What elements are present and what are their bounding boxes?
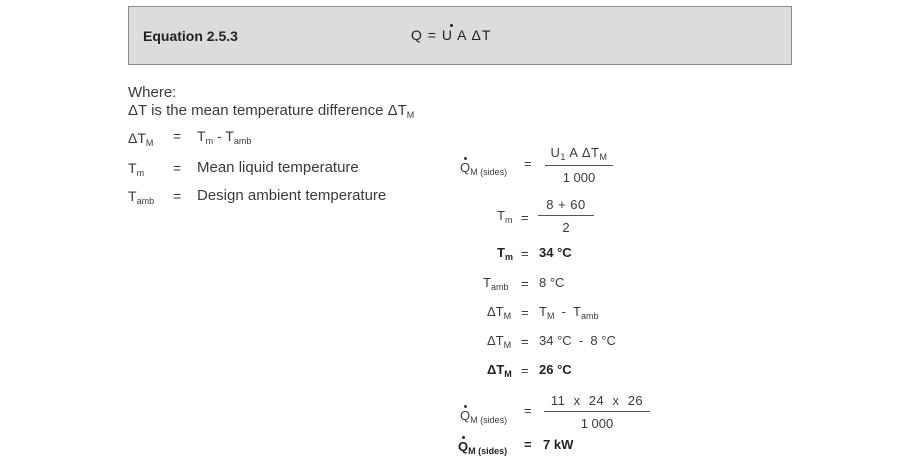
calc-q-sides-label <box>460 160 507 177</box>
calc-symbol: T <box>483 275 491 290</box>
calc-dtm-def-value <box>539 304 598 321</box>
calc-q-sides-fraction <box>545 145 613 185</box>
calc-eq-sign: = <box>524 437 532 452</box>
def-symbol: T <box>128 160 137 176</box>
where-heading: Where: <box>128 84 177 101</box>
definition-text: Mean liquid temperature <box>197 159 359 176</box>
def-symbol-sub: amb <box>136 196 155 206</box>
calc-tm-fraction <box>538 197 594 235</box>
q-dot-symbol <box>458 439 468 454</box>
definition-value <box>197 128 251 146</box>
calc-eq-sign: = <box>521 334 529 349</box>
calc-dtm-result-value: 26 °C <box>539 362 572 377</box>
calc-term-sub: M <box>546 311 555 321</box>
equation-formula-text: Q = U A ΔT <box>411 27 492 43</box>
calc-symbol: T <box>497 208 505 223</box>
calc-eq-sign: = <box>521 210 529 225</box>
num-term-sub: M <box>599 152 608 162</box>
fraction-denominator: 1 000 <box>580 416 614 431</box>
def-term: T <box>197 128 206 144</box>
q-dot-symbol <box>411 27 491 43</box>
calc-symbol-sub: M (sides) <box>470 167 508 177</box>
calc-symbol: ΔT <box>487 304 504 319</box>
definition-row-tamb <box>128 188 154 206</box>
def-symbol: ΔT <box>128 130 146 146</box>
calc-tamb-label <box>483 275 508 292</box>
def-symbol: T <box>128 188 137 204</box>
calc-symbol: T <box>497 245 505 260</box>
calc-symbol-sub: M <box>503 340 512 350</box>
calc-symbol-sub: amb <box>490 282 509 292</box>
calc-operator: - <box>554 304 573 319</box>
equation-formula <box>411 27 491 43</box>
fraction-denominator: 2 <box>562 220 570 235</box>
equation-box <box>128 6 792 65</box>
q-dot-symbol <box>460 160 470 175</box>
num-term: U <box>550 145 561 160</box>
calc-symbol: Q <box>460 408 471 423</box>
where-line-text: ΔT is the mean temperature difference ΔT <box>128 102 407 119</box>
definition-eq-sign: = <box>173 160 182 176</box>
calc-symbol: Q <box>458 439 469 454</box>
def-term-sub: m <box>205 136 214 146</box>
def-symbol-sub: m <box>136 168 145 178</box>
definition-row-dtm <box>128 130 153 148</box>
calc-symbol-sub: M (sides) <box>470 415 508 425</box>
def-term: T <box>225 128 234 144</box>
calc-term-sub: amb <box>580 311 599 321</box>
calc-q-fraction <box>544 393 650 431</box>
calc-tamb-value: 8 °C <box>539 275 565 290</box>
def-operator: - <box>213 128 226 144</box>
calc-symbol-sub: M <box>503 311 512 321</box>
calc-symbol-sub: m <box>504 215 513 225</box>
def-term-sub: amb <box>233 136 252 146</box>
calc-dtm-sub-value: 34 °C - 8 °C <box>539 333 616 348</box>
definition-row-tm <box>128 160 144 178</box>
calc-eq-sign: = <box>521 246 529 261</box>
where-line-sub: M <box>406 110 415 120</box>
def-symbol-sub: M <box>145 138 154 148</box>
num-term: A ΔT <box>565 145 600 160</box>
calc-term: T <box>539 304 547 319</box>
calc-dtm-sub-label <box>487 333 511 350</box>
calc-eq-sign: = <box>524 156 532 171</box>
definition-eq-sign: = <box>173 128 182 144</box>
definition-eq-sign: = <box>173 188 182 204</box>
fraction-numerator: 11 x 24 x 26 <box>544 393 650 412</box>
calc-term: T <box>573 304 581 319</box>
calc-eq-sign: = <box>524 403 532 418</box>
fraction-numerator <box>545 145 613 166</box>
calc-eq-sign: = <box>521 276 529 291</box>
fraction-denominator: 1 000 <box>562 170 596 185</box>
num-term-sub: 1 <box>560 152 566 162</box>
calc-tm-result-label <box>497 245 513 262</box>
calc-dtm-result-label <box>487 362 512 379</box>
q-dot-symbol <box>460 408 470 423</box>
calc-symbol-sub: m <box>504 252 513 262</box>
calc-eq-sign: = <box>521 305 529 320</box>
fraction-numerator: 8 + 60 <box>538 197 594 216</box>
definition-text: Design ambient temperature <box>197 187 387 204</box>
calc-symbol: ΔT <box>487 333 504 348</box>
calc-symbol-sub: M (sides) <box>468 446 508 456</box>
equation-label: Equation 2.5.3 <box>143 28 238 44</box>
calc-symbol: ΔT <box>487 362 505 377</box>
calc-eq-sign: = <box>521 363 529 378</box>
calc-tm-result-value: 34 °C <box>539 245 572 260</box>
calc-q-result-label <box>458 439 507 456</box>
calc-q-frac-label <box>460 408 507 425</box>
calc-dtm-def-label <box>487 304 511 321</box>
where-line <box>128 102 414 120</box>
calc-q-result-value: 7 kW <box>543 437 574 452</box>
calc-tm-label <box>497 208 512 225</box>
calc-symbol-sub: M <box>504 369 512 379</box>
calc-symbol: Q <box>460 160 471 175</box>
